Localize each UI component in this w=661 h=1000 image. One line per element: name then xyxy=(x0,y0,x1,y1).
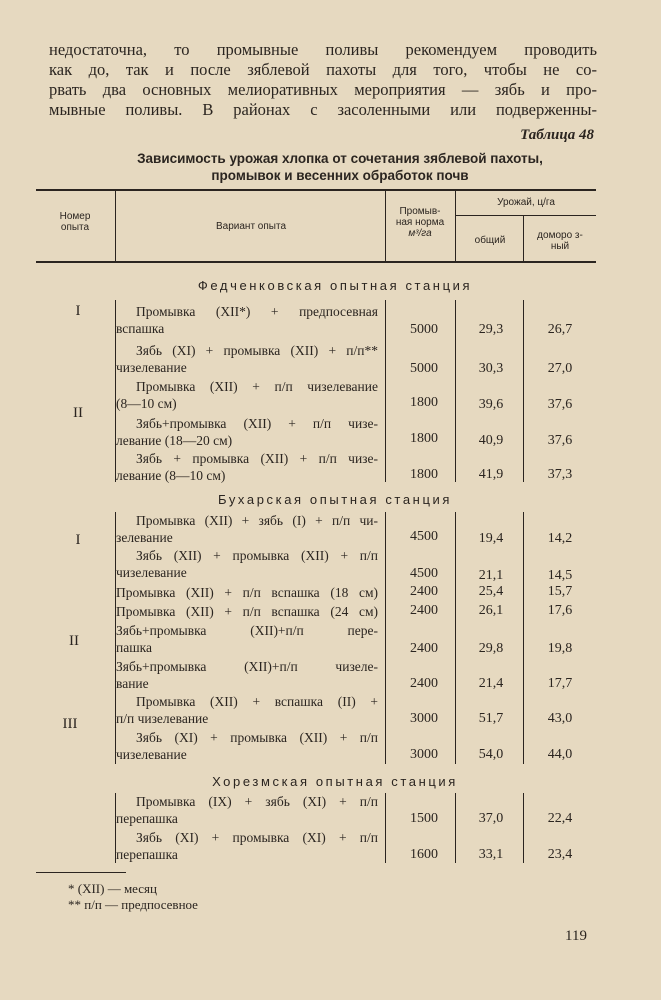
caption-line: Зависимость урожая хлопка от сочетания зяблевой пахоты, xyxy=(137,151,543,166)
general-yield: 40,9 xyxy=(478,433,504,448)
table-number: Таблица 48 xyxy=(520,127,594,143)
intro-line: мывные поливы. В районах с засоленными или подверженны- xyxy=(49,100,597,119)
general-yield: 33,1 xyxy=(478,847,504,862)
header-text: ный xyxy=(550,241,570,252)
footnote-rule xyxy=(36,872,126,873)
variant-cell xyxy=(116,603,378,620)
header-text: опыта xyxy=(60,222,90,233)
prefrost-yield: 22,4 xyxy=(547,811,573,826)
section-title: Хорезмская опытная станция xyxy=(212,774,458,789)
footnote: ** п/п — предпосевное xyxy=(68,897,198,912)
norm-value: 2400 xyxy=(410,584,438,599)
variant-cell xyxy=(116,829,378,863)
norm-value: 1800 xyxy=(410,467,438,482)
general-yield: 21,1 xyxy=(478,568,504,583)
general-yield: 19,4 xyxy=(478,531,504,546)
general-yield: 21,4 xyxy=(478,676,504,691)
variant-cell xyxy=(116,512,378,546)
general-yield: 37,0 xyxy=(478,811,504,826)
variant-cell xyxy=(116,378,378,412)
norm-value: 2400 xyxy=(410,676,438,691)
prefrost-yield: 37,3 xyxy=(547,467,573,482)
column-rule xyxy=(385,793,386,863)
variant-cell xyxy=(116,450,378,484)
variant-line: чизелевание xyxy=(116,565,187,580)
prefrost-yield: 15,7 xyxy=(547,584,573,599)
general-yield: 54,0 xyxy=(478,747,504,762)
norm-value: 4500 xyxy=(410,566,438,581)
norm-value: 2400 xyxy=(410,603,438,618)
intro-line: недостаточна, то промывные поливы рекомендуем проводить xyxy=(49,40,597,59)
variant-cell xyxy=(116,693,378,727)
variant-line: Промывка (XII) + п/п чизелевание xyxy=(136,379,378,394)
norm-value: 4500 xyxy=(410,529,438,544)
variant-line: Промывка (XII) + вспашка (II) + xyxy=(136,694,378,709)
column-rule xyxy=(455,793,456,863)
header-text: Промыв- xyxy=(399,206,441,217)
prefrost-yield: 37,6 xyxy=(547,433,573,448)
variant-line: Зябь (XI) + промывка (XI) + п/п xyxy=(136,830,378,845)
header-divider xyxy=(385,191,386,261)
variant-line: Зябь (XI) + промывка (XII) + п/п** xyxy=(136,343,378,358)
variant-cell xyxy=(116,622,378,656)
variant-line: чизелевание xyxy=(116,360,187,375)
yield-subrule xyxy=(456,215,596,216)
prefrost-yield: 17,7 xyxy=(547,676,573,691)
variant-line: п/п чизелевание xyxy=(116,711,209,726)
norm-value: 3000 xyxy=(410,747,438,762)
prefrost-yield: 37,6 xyxy=(547,397,573,412)
prefrost-yield: 23,4 xyxy=(547,847,573,862)
column-rule xyxy=(455,512,456,764)
variant-cell xyxy=(116,729,378,763)
prefrost-yield: 44,0 xyxy=(547,747,573,762)
header-text: доморо з- xyxy=(537,230,583,241)
variant-line: Промывка (XII) + п/п вспашка (24 см) xyxy=(116,604,378,619)
variant-line: Зябь (XII) + промывка (XII) + п/п xyxy=(136,548,378,563)
variant-line: Промывка (XII) + п/п вспашка (18 см) xyxy=(116,585,378,600)
variant-line: вание xyxy=(116,676,149,691)
group-number: I xyxy=(75,532,81,548)
column-rule xyxy=(385,512,386,764)
variant-line: Зябь (XI) + промывка (XII) + п/п xyxy=(136,730,378,745)
header-bottom-rule xyxy=(36,261,596,263)
table-caption xyxy=(60,150,620,184)
header-divider xyxy=(523,216,524,261)
header-yield: Урожай, ц/га xyxy=(497,197,555,208)
header-text: м³/га xyxy=(408,228,432,239)
variant-line: чизелевание xyxy=(116,747,187,762)
variant-cell xyxy=(116,415,378,449)
general-yield: 51,7 xyxy=(478,711,504,726)
variant-line: Зябь+промывка (XII)+п/п пере- xyxy=(116,623,378,638)
variant-cell xyxy=(116,342,378,376)
general-yield: 29,8 xyxy=(478,641,504,656)
norm-value: 1800 xyxy=(410,431,438,446)
variant-line: зелевание xyxy=(116,530,173,545)
variant-cell xyxy=(116,658,378,692)
prefrost-yield: 14,2 xyxy=(547,531,573,546)
prefrost-yield: 26,7 xyxy=(547,322,573,337)
general-yield: 39,6 xyxy=(478,397,504,412)
norm-value: 1600 xyxy=(410,847,438,862)
section-title: Федченковская опытная станция xyxy=(197,278,473,293)
column-rule xyxy=(455,300,456,482)
variant-line: левание (18—20 см) xyxy=(116,433,233,448)
page-number: 119 xyxy=(565,928,587,944)
prefrost-yield: 19,8 xyxy=(547,641,573,656)
header-general: общий xyxy=(474,235,506,246)
variant-line: Зябь+промывка (XII)+п/п чизеле- xyxy=(116,659,378,674)
variant-line: перепашка xyxy=(116,847,178,862)
prefrost-yield: 27,0 xyxy=(547,361,573,376)
variant-line: перепашка xyxy=(116,811,178,826)
norm-value: 5000 xyxy=(410,361,438,376)
variant-line: Промывка (IX) + зябь (XI) + п/п xyxy=(136,794,378,809)
norm-value: 2400 xyxy=(410,641,438,656)
header-number xyxy=(40,211,110,233)
header-norm xyxy=(387,206,453,239)
general-yield: 25,4 xyxy=(478,584,504,599)
header-top-rule xyxy=(36,189,596,191)
norm-value: 1500 xyxy=(410,811,438,826)
group-number: II xyxy=(73,405,83,421)
group-number: III xyxy=(62,716,78,732)
variant-line: Зябь+промывка (XII) + п/п чизе- xyxy=(136,416,378,431)
variant-line: (8—10 см) xyxy=(116,396,177,411)
variant-cell xyxy=(116,793,378,827)
variant-cell xyxy=(116,584,378,601)
prefrost-yield: 43,0 xyxy=(547,711,573,726)
general-yield: 29,3 xyxy=(478,322,504,337)
prefrost-yield: 14,5 xyxy=(547,568,573,583)
general-yield: 26,1 xyxy=(478,603,504,618)
header-variant: Вариант опыта xyxy=(215,221,286,232)
variant-cell xyxy=(116,547,378,581)
group-number: II xyxy=(69,633,79,649)
norm-value: 5000 xyxy=(410,322,438,337)
caption-line: промывок и весенних обработок почв xyxy=(211,168,469,183)
variant-cell xyxy=(116,303,378,337)
intro-line: рвать два основных мелиоративных мероприятия — зябь и про- xyxy=(49,80,597,99)
variant-line: пашка xyxy=(116,640,152,655)
variant-line: вспашка xyxy=(116,321,165,336)
intro-paragraph xyxy=(49,40,597,120)
group-number: I xyxy=(75,303,81,319)
norm-value: 1800 xyxy=(410,395,438,410)
norm-value: 3000 xyxy=(410,711,438,726)
header-text: Номер xyxy=(59,211,91,222)
variant-line: левание (8—10 см) xyxy=(116,468,226,483)
column-rule xyxy=(385,300,386,482)
variant-line: Промывка (XII) + зябь (I) + п/п чи- xyxy=(136,513,378,528)
section-title: Бухарская опытная станция xyxy=(217,492,452,507)
header-prefrost xyxy=(525,230,595,252)
variant-line: Промывка (XII*) + предпосевная xyxy=(136,304,378,319)
header-text: ная норма xyxy=(395,217,445,228)
header-divider xyxy=(455,191,456,261)
prefrost-yield: 17,6 xyxy=(547,603,573,618)
general-yield: 30,3 xyxy=(478,361,504,376)
header-divider xyxy=(115,191,116,261)
general-yield: 41,9 xyxy=(478,467,504,482)
intro-line: как до, так и после зяблевой пахоты для того, чтобы не со- xyxy=(49,60,597,79)
footnote: * (XII) — месяц xyxy=(68,881,157,896)
variant-line: Зябь + промывка (XII) + п/п чизе- xyxy=(136,451,378,466)
